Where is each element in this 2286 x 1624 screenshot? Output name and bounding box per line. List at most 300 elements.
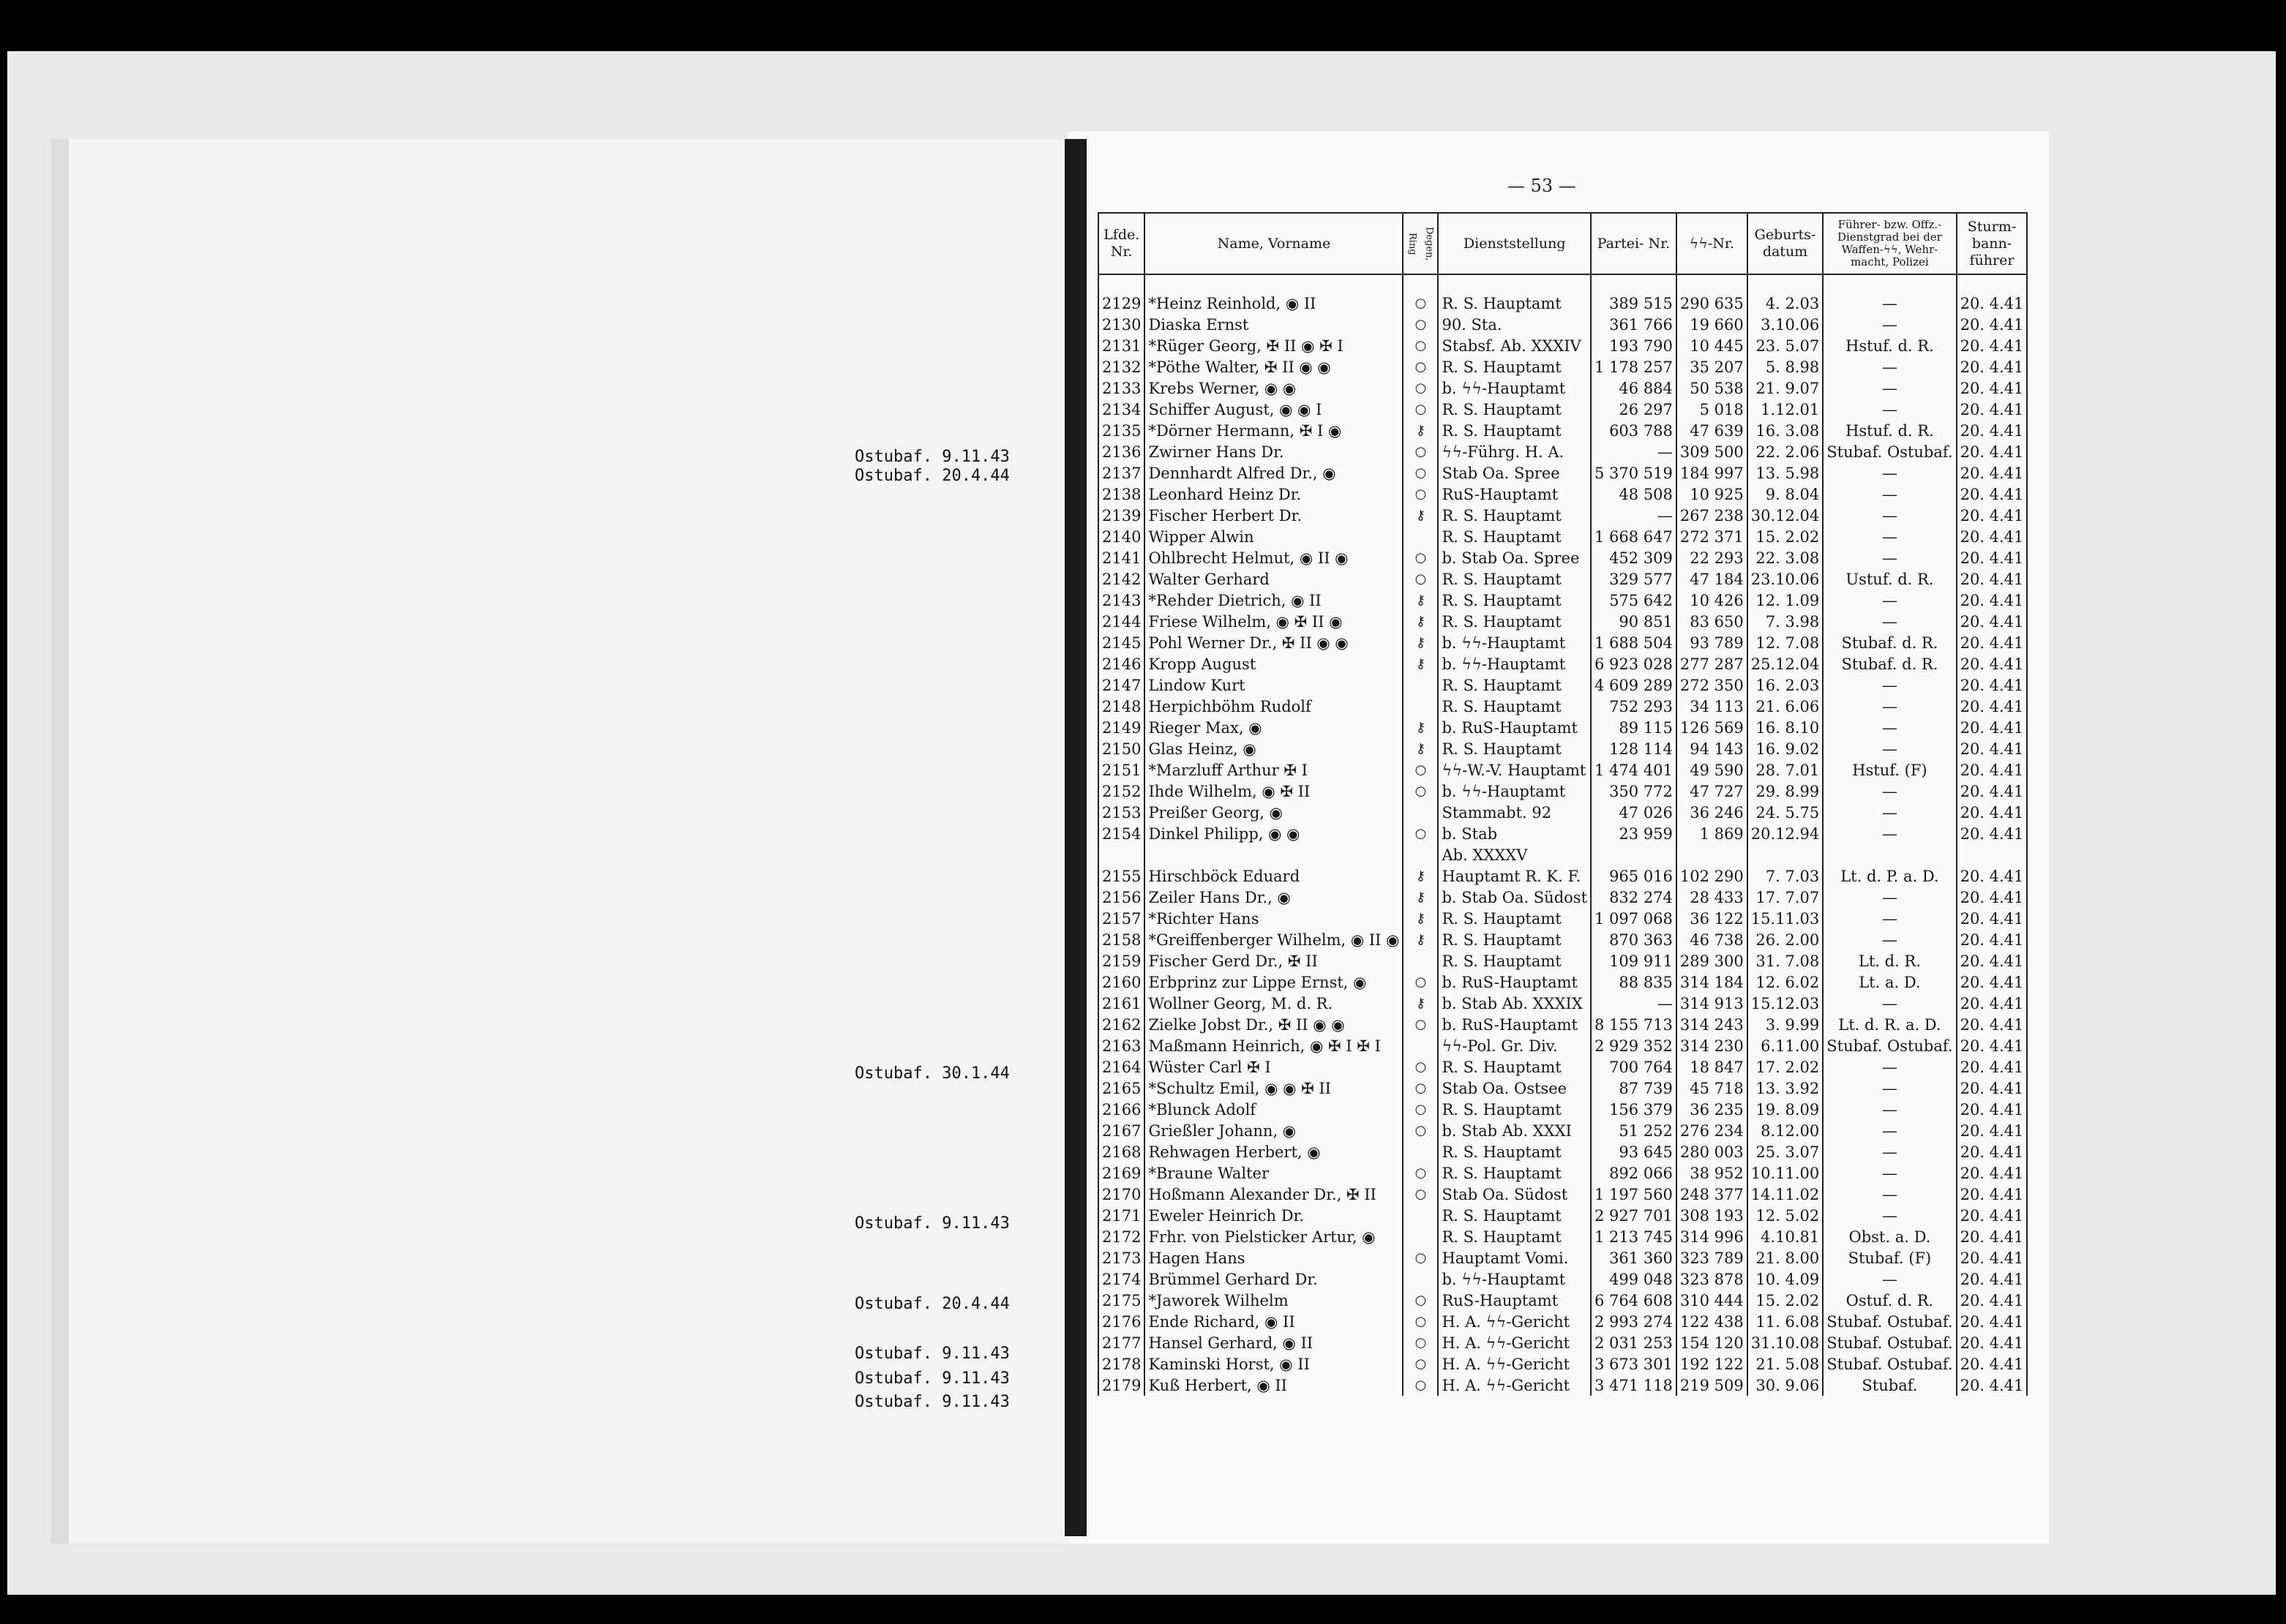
cell-sturmbannfuehrer: 20. 4.41 [1957, 1056, 2028, 1078]
register-table [1098, 212, 2028, 1396]
cell-lfd-nr: 2163 [1098, 1035, 1144, 1056]
cell-fuehrer [1823, 844, 1956, 865]
cell-ring [1403, 1205, 1438, 1226]
cell-ring: ⚷ [1403, 420, 1438, 441]
cell-lfd-nr: 2147 [1098, 674, 1144, 696]
cell-dienststellung: H. A. ϟϟ-Gericht [1438, 1332, 1591, 1353]
cell-name: Erbprinz zur Lippe Ernst, ◉ [1144, 971, 1403, 993]
cell-geburtsdatum: 29. 8.99 [1747, 781, 1824, 802]
table-row [1098, 696, 2027, 717]
cell-geburtsdatum: 25. 3.07 [1747, 1141, 1824, 1162]
cell-geburtsdatum: 16. 8.10 [1747, 717, 1824, 738]
cell-fuehrer: Obst. a. D. [1823, 1226, 1956, 1247]
table-row [1098, 929, 2027, 950]
cell-fuehrer: — [1823, 462, 1956, 484]
cell-name: Pohl Werner Dr., ✠ II ◉ ◉ [1144, 632, 1403, 653]
cell-geburtsdatum: 14.11.02 [1747, 1184, 1824, 1205]
cell-ss-nr: 289 300 [1676, 950, 1747, 971]
cell-sturmbannfuehrer: 20. 4.41 [1957, 1120, 2028, 1141]
cell-sturmbannfuehrer: 20. 4.41 [1957, 611, 2028, 632]
cell-sturmbannfuehrer: 20. 4.41 [1957, 441, 2028, 462]
cell-sturmbannfuehrer: 20. 4.41 [1957, 526, 2028, 547]
cell-sturmbannfuehrer: 20. 4.41 [1957, 823, 2028, 844]
cell-name: Glas Heinz, ◉ [1144, 738, 1403, 759]
table-row [1098, 887, 2027, 908]
table-row [1098, 1268, 2027, 1290]
cell-ring [1403, 1268, 1438, 1290]
cell-fuehrer: — [1823, 356, 1956, 377]
cell-sturmbannfuehrer: 20. 4.41 [1957, 399, 2028, 420]
cell-sturmbannfuehrer: 20. 4.41 [1957, 1353, 2028, 1375]
cell-dienststellung: b. ϟϟ-Hauptamt [1438, 377, 1591, 399]
cell-lfd-nr: 2167 [1098, 1120, 1144, 1141]
cell-name: Herpichböhm Rudolf [1144, 696, 1403, 717]
cell-sturmbannfuehrer: 20. 4.41 [1957, 1311, 2028, 1332]
cell-lfd-nr: 2141 [1098, 547, 1144, 568]
cell-name: *Braune Walter [1144, 1162, 1403, 1184]
cell-geburtsdatum: 15.11.03 [1747, 908, 1824, 929]
cell-geburtsdatum: 15. 2.02 [1747, 1290, 1824, 1311]
cell-lfd-nr: 2134 [1098, 399, 1144, 420]
cell-geburtsdatum: 9. 8.04 [1747, 484, 1824, 505]
table-row [1098, 1311, 2027, 1332]
cell-name: Schiffer August, ◉ ◉ I [1144, 399, 1403, 420]
cell-dienststellung: RuS-Hauptamt [1438, 1290, 1591, 1311]
cell-ring: ○ [1403, 1332, 1438, 1353]
cell-partei-nr: 109 911 [1591, 950, 1676, 971]
cell-geburtsdatum: 7. 3.98 [1747, 611, 1824, 632]
cell-partei-nr: 350 772 [1591, 781, 1676, 802]
cell-name: Lindow Kurt [1144, 674, 1403, 696]
cell-name: Hansel Gerhard, ◉ II [1144, 1332, 1403, 1353]
cell-fuehrer: — [1823, 611, 1956, 632]
cell-dienststellung: b. ϟϟ-Hauptamt [1438, 781, 1591, 802]
cell-dienststellung: R. S. Hauptamt [1438, 420, 1591, 441]
cell-name: *Rehder Dietrich, ◉ II [1144, 590, 1403, 611]
cell-partei-nr: 752 293 [1591, 696, 1676, 717]
margin-note: Ostubaf. 9.11.43 [855, 1214, 1010, 1233]
cell-ss-nr: 314 913 [1676, 993, 1747, 1014]
cell-fuehrer: Stubaf. Ostubaf. [1823, 1353, 1956, 1375]
cell-ss-nr: 122 438 [1676, 1311, 1747, 1332]
margin-note: Ostubaf. 9.11.43 [855, 1393, 1010, 1411]
cell-fuehrer: — [1823, 590, 1956, 611]
table-row [1098, 399, 2027, 420]
cell-name: Fischer Herbert Dr. [1144, 505, 1403, 526]
cell-ss-nr: 290 635 [1676, 293, 1747, 314]
cell-geburtsdatum: 3.10.06 [1747, 314, 1824, 335]
cell-name: Friese Wilhelm, ◉ ✠ II ◉ [1144, 611, 1403, 632]
cell-geburtsdatum: 21. 6.06 [1747, 696, 1824, 717]
cell-ring: ○ [1403, 1184, 1438, 1205]
cell-name: Brümmel Gerhard Dr. [1144, 1268, 1403, 1290]
cell-sturmbannfuehrer: 20. 4.41 [1957, 1162, 2028, 1184]
cell-dienststellung: b. RuS-Hauptamt [1438, 971, 1591, 993]
cell-partei-nr: 870 363 [1591, 929, 1676, 950]
cell-geburtsdatum: 17. 7.07 [1747, 887, 1824, 908]
cell-fuehrer: — [1823, 738, 1956, 759]
table-row [1098, 1099, 2027, 1120]
cell-name: Wipper Alwin [1144, 526, 1403, 547]
cell-partei-nr: 1 668 647 [1591, 526, 1676, 547]
margin-note: Ostubaf. 9.11.43 [855, 1345, 1010, 1363]
cell-ring: ○ [1403, 335, 1438, 356]
cell-dienststellung: Hauptamt R. K. F. [1438, 865, 1591, 887]
cell-geburtsdatum: 6.11.00 [1747, 1035, 1824, 1056]
cell-lfd-nr: 2150 [1098, 738, 1144, 759]
table-row [1098, 611, 2027, 632]
cell-ring: ○ [1403, 759, 1438, 781]
table-row [1098, 590, 2027, 611]
cell-sturmbannfuehrer: 20. 4.41 [1957, 1226, 2028, 1247]
cell-geburtsdatum: 12. 5.02 [1747, 1205, 1824, 1226]
cell-sturmbannfuehrer: 20. 4.41 [1957, 802, 2028, 823]
cell-partei-nr: 48 508 [1591, 484, 1676, 505]
cell-geburtsdatum: 22. 2.06 [1747, 441, 1824, 462]
cell-dienststellung: Stammabt. 92 [1438, 802, 1591, 823]
cell-geburtsdatum: 12. 7.08 [1747, 632, 1824, 653]
cell-dienststellung: b. Stab Oa. Spree [1438, 547, 1591, 568]
cell-dienststellung: R. S. Hauptamt [1438, 929, 1591, 950]
cell-name: Dennhardt Alfred Dr., ◉ [1144, 462, 1403, 484]
cell-partei-nr: 90 851 [1591, 611, 1676, 632]
cell-geburtsdatum: 19. 8.09 [1747, 1099, 1824, 1120]
cell-fuehrer: — [1823, 505, 1956, 526]
cell-partei-nr: 88 835 [1591, 971, 1676, 993]
cell-partei-nr: 499 048 [1591, 1268, 1676, 1290]
cell-sturmbannfuehrer: 20. 4.41 [1957, 314, 2028, 335]
cell-lfd-nr: 2143 [1098, 590, 1144, 611]
cell-ss-nr: 5 018 [1676, 399, 1747, 420]
cell-partei-nr: 1 178 257 [1591, 356, 1676, 377]
cell-geburtsdatum [1747, 844, 1824, 865]
cell-ring: ○ [1403, 971, 1438, 993]
cell-dienststellung: b. RuS-Hauptamt [1438, 717, 1591, 738]
cell-geburtsdatum: 13. 5.98 [1747, 462, 1824, 484]
cell-sturmbannfuehrer: 20. 4.41 [1957, 738, 2028, 759]
cell-geburtsdatum: 23. 5.07 [1747, 335, 1824, 356]
header-partei-nr: Partei- Nr. [1591, 213, 1676, 274]
cell-ring: ○ [1403, 1120, 1438, 1141]
cell-geburtsdatum: 21. 9.07 [1747, 377, 1824, 399]
cell-partei-nr: — [1591, 441, 1676, 462]
cell-geburtsdatum: 16. 2.03 [1747, 674, 1824, 696]
table-row [1098, 377, 2027, 399]
cell-ss-nr: 36 246 [1676, 802, 1747, 823]
cell-dienststellung: R. S. Hauptamt [1438, 1205, 1591, 1226]
cell-dienststellung: R. S. Hauptamt [1438, 293, 1591, 314]
cell-ring [1403, 802, 1438, 823]
cell-name: Rieger Max, ◉ [1144, 717, 1403, 738]
cell-partei-nr: 4 609 289 [1591, 674, 1676, 696]
cell-name: Diaska Ernst [1144, 314, 1403, 335]
cell-ring: ⚷ [1403, 632, 1438, 653]
cell-partei-nr: 832 274 [1591, 887, 1676, 908]
cell-geburtsdatum: 8.12.00 [1747, 1120, 1824, 1141]
cell-dienststellung: Stabsf. Ab. XXXIV [1438, 335, 1591, 356]
cell-name: *Blunck Adolf [1144, 1099, 1403, 1120]
cell-name: Walter Gerhard [1144, 568, 1403, 590]
header-dienststellung: Dienststellung [1438, 213, 1591, 274]
cell-name: Eweler Heinrich Dr. [1144, 1205, 1403, 1226]
cell-fuehrer: — [1823, 547, 1956, 568]
cell-ring: ○ [1403, 547, 1438, 568]
cell-fuehrer: Stubaf. Ostubaf. [1823, 1332, 1956, 1353]
cell-fuehrer: — [1823, 781, 1956, 802]
cell-name: Preißer Georg, ◉ [1144, 802, 1403, 823]
table-header-row [1098, 213, 2027, 274]
cell-sturmbannfuehrer: 20. 4.41 [1957, 505, 2028, 526]
cell-partei-nr: 156 379 [1591, 1099, 1676, 1120]
cell-name: Krebs Werner, ◉ ◉ [1144, 377, 1403, 399]
cell-partei-nr: 26 297 [1591, 399, 1676, 420]
cell-ring: ⚷ [1403, 908, 1438, 929]
cell-dienststellung: H. A. ϟϟ-Gericht [1438, 1375, 1591, 1396]
table-row [1098, 462, 2027, 484]
cell-partei-nr: 1 688 504 [1591, 632, 1676, 653]
cell-fuehrer: Lt. d. R. a. D. [1823, 1014, 1956, 1035]
cell-fuehrer: Ostuf. d. R. [1823, 1290, 1956, 1311]
cell-fuehrer: — [1823, 674, 1956, 696]
table-row [1098, 1332, 2027, 1353]
cell-lfd-nr: 2165 [1098, 1078, 1144, 1099]
cell-ss-nr: 1 869 [1676, 823, 1747, 844]
cell-dienststellung: b. Stab Ab. XXXI [1438, 1120, 1591, 1141]
cell-geburtsdatum: 16. 3.08 [1747, 420, 1824, 441]
cell-fuehrer: Stubaf. [1823, 1375, 1956, 1396]
table-row [1098, 1014, 2027, 1035]
cell-lfd-nr: 2129 [1098, 293, 1144, 314]
cell-partei-nr: 892 066 [1591, 1162, 1676, 1184]
table-row [1098, 823, 2027, 844]
cell-name: Hirschböck Eduard [1144, 865, 1403, 887]
cell-partei-nr: 361 360 [1591, 1247, 1676, 1268]
cell-fuehrer: Lt. d. R. [1823, 950, 1956, 971]
cell-sturmbannfuehrer: 20. 4.41 [1957, 1035, 2028, 1056]
cell-name: Grießler Johann, ◉ [1144, 1120, 1403, 1141]
cell-fuehrer: Hstuf. d. R. [1823, 420, 1956, 441]
cell-dienststellung: Ab. XXXXV [1438, 844, 1591, 865]
cell-dienststellung: Stab Oa. Ostsee [1438, 1078, 1591, 1099]
cell-geburtsdatum: 1.12.01 [1747, 399, 1824, 420]
cell-partei-nr: 389 515 [1591, 293, 1676, 314]
cell-fuehrer: — [1823, 293, 1956, 314]
cell-ss-nr: 36 122 [1676, 908, 1747, 929]
cell-geburtsdatum: 30.12.04 [1747, 505, 1824, 526]
cell-geburtsdatum: 20.12.94 [1747, 823, 1824, 844]
cell-fuehrer: — [1823, 1056, 1956, 1078]
cell-sturmbannfuehrer: 20. 4.41 [1957, 1014, 2028, 1035]
cell-lfd-nr: 2148 [1098, 696, 1144, 717]
cell-partei-nr: 5 370 519 [1591, 462, 1676, 484]
cell-name: *Greiffenberger Wilhelm, ◉ II ◉ [1144, 929, 1403, 950]
cell-fuehrer: — [1823, 1099, 1956, 1120]
cell-fuehrer: — [1823, 1162, 1956, 1184]
cell-sturmbannfuehrer [1957, 844, 2028, 865]
cell-ring [1403, 1226, 1438, 1247]
cell-ring: ○ [1403, 356, 1438, 377]
cell-partei-nr: 87 739 [1591, 1078, 1676, 1099]
cell-fuehrer: — [1823, 993, 1956, 1014]
cell-sturmbannfuehrer: 20. 4.41 [1957, 632, 2028, 653]
cell-sturmbannfuehrer: 20. 4.41 [1957, 1332, 2028, 1353]
cell-ss-nr: 154 120 [1676, 1332, 1747, 1353]
cell-partei-nr: 6 923 028 [1591, 653, 1676, 674]
cell-lfd-nr: 2139 [1098, 505, 1144, 526]
cell-dienststellung: RuS-Hauptamt [1438, 484, 1591, 505]
table-row [1098, 293, 2027, 314]
cell-dienststellung: b. Stab [1438, 823, 1591, 844]
cell-ring: ○ [1403, 1290, 1438, 1311]
cell-geburtsdatum: 22. 3.08 [1747, 547, 1824, 568]
cell-ss-nr: 310 444 [1676, 1290, 1747, 1311]
cell-lfd-nr: 2169 [1098, 1162, 1144, 1184]
cell-partei-nr: — [1591, 993, 1676, 1014]
cell-name: Hagen Hans [1144, 1247, 1403, 1268]
cell-geburtsdatum: 31.10.08 [1747, 1332, 1824, 1353]
cell-sturmbannfuehrer: 20. 4.41 [1957, 462, 2028, 484]
table-row [1098, 505, 2027, 526]
cell-partei-nr: — [1591, 505, 1676, 526]
cell-dienststellung: R. S. Hauptamt [1438, 399, 1591, 420]
cell-geburtsdatum: 7. 7.03 [1747, 865, 1824, 887]
table-row [1098, 1120, 2027, 1141]
cell-fuehrer: — [1823, 1184, 1956, 1205]
cell-ss-nr: 309 500 [1676, 441, 1747, 462]
table-row [1098, 950, 2027, 971]
table-row [1098, 802, 2027, 823]
cell-ss-nr: 36 235 [1676, 1099, 1747, 1120]
cell-lfd-nr: 2136 [1098, 441, 1144, 462]
cell-lfd-nr: 2173 [1098, 1247, 1144, 1268]
cell-fuehrer: — [1823, 929, 1956, 950]
cell-lfd-nr [1098, 844, 1144, 865]
cell-fuehrer: — [1823, 526, 1956, 547]
cell-lfd-nr: 2151 [1098, 759, 1144, 781]
table-row [1098, 1184, 2027, 1205]
cell-lfd-nr: 2155 [1098, 865, 1144, 887]
cell-partei-nr: 965 016 [1591, 865, 1676, 887]
cell-ring: ○ [1403, 441, 1438, 462]
cell-fuehrer: — [1823, 314, 1956, 335]
table-row [1098, 781, 2027, 802]
cell-ring: ○ [1403, 314, 1438, 335]
cell-name: Kaminski Horst, ◉ II [1144, 1353, 1403, 1375]
cell-ss-nr: 34 113 [1676, 696, 1747, 717]
cell-name: Hoßmann Alexander Dr., ✠ II [1144, 1184, 1403, 1205]
page-number: — 53 — [1507, 176, 1576, 196]
cell-dienststellung: H. A. ϟϟ-Gericht [1438, 1353, 1591, 1375]
cell-ring [1403, 844, 1438, 865]
cell-geburtsdatum: 4. 2.03 [1747, 293, 1824, 314]
cell-sturmbannfuehrer: 20. 4.41 [1957, 1375, 2028, 1396]
cell-dienststellung: ϟϟ-Pol. Gr. Div. [1438, 1035, 1591, 1056]
cell-partei-nr: 3 471 118 [1591, 1375, 1676, 1396]
cell-ring: ⚷ [1403, 590, 1438, 611]
cell-fuehrer: — [1823, 399, 1956, 420]
cell-geburtsdatum: 15. 2.02 [1747, 526, 1824, 547]
cell-fuehrer: — [1823, 377, 1956, 399]
header-ring: Degen, Ring [1403, 213, 1438, 274]
cell-ring: ⚷ [1403, 929, 1438, 950]
left-page-edge [51, 139, 69, 1544]
cell-lfd-nr: 2168 [1098, 1141, 1144, 1162]
cell-ring: ⚷ [1403, 865, 1438, 887]
cell-partei-nr: 329 577 [1591, 568, 1676, 590]
cell-ss-nr: 47 727 [1676, 781, 1747, 802]
cell-fuehrer: — [1823, 484, 1956, 505]
cell-ring: ○ [1403, 1375, 1438, 1396]
cell-geburtsdatum: 12. 1.09 [1747, 590, 1824, 611]
table-spacer-row [1098, 274, 2027, 293]
cell-name: Ihde Wilhelm, ◉ ✠ II [1144, 781, 1403, 802]
table-body [1098, 274, 2027, 1396]
cell-lfd-nr: 2138 [1098, 484, 1144, 505]
cell-ss-nr: 276 234 [1676, 1120, 1747, 1141]
cell-name: *Dörner Hermann, ✠ I ◉ [1144, 420, 1403, 441]
cell-lfd-nr: 2176 [1098, 1311, 1144, 1332]
cell-name: Ohlbrecht Helmut, ◉ II ◉ [1144, 547, 1403, 568]
cell-fuehrer: — [1823, 1120, 1956, 1141]
table-row [1098, 1078, 2027, 1099]
cell-ring [1403, 674, 1438, 696]
cell-lfd-nr: 2153 [1098, 802, 1144, 823]
cell-sturmbannfuehrer: 20. 4.41 [1957, 1290, 2028, 1311]
cell-name: Kuß Herbert, ◉ II [1144, 1375, 1403, 1396]
cell-fuehrer: — [1823, 823, 1956, 844]
cell-partei-nr: 575 642 [1591, 590, 1676, 611]
cell-name: *Schultz Emil, ◉ ◉ ✠ II [1144, 1078, 1403, 1099]
table-row [1098, 314, 2027, 335]
cell-dienststellung: R. S. Hauptamt [1438, 611, 1591, 632]
cell-lfd-nr: 2149 [1098, 717, 1144, 738]
cell-sturmbannfuehrer: 20. 4.41 [1957, 929, 2028, 950]
cell-sturmbannfuehrer: 20. 4.41 [1957, 865, 2028, 887]
cell-fuehrer: Lt. d. P. a. D. [1823, 865, 1956, 887]
cell-ss-nr: 323 789 [1676, 1247, 1747, 1268]
cell-partei-nr: 1 097 068 [1591, 908, 1676, 929]
cell-fuehrer: Ustuf. d. R. [1823, 568, 1956, 590]
cell-fuehrer: — [1823, 802, 1956, 823]
cell-ring: ○ [1403, 1056, 1438, 1078]
cell-dienststellung: b. Stab Ab. XXXIX [1438, 993, 1591, 1014]
cell-dienststellung: b. ϟϟ-Hauptamt [1438, 653, 1591, 674]
cell-partei-nr: 23 959 [1591, 823, 1676, 844]
cell-name: Fischer Gerd Dr., ✠ II [1144, 950, 1403, 971]
cell-ss-nr: 93 789 [1676, 632, 1747, 653]
cell-lfd-nr: 2145 [1098, 632, 1144, 653]
cell-lfd-nr: 2160 [1098, 971, 1144, 993]
table-row [1098, 335, 2027, 356]
cell-fuehrer: — [1823, 1268, 1956, 1290]
cell-ss-nr: 184 997 [1676, 462, 1747, 484]
table-row [1098, 420, 2027, 441]
cell-ring: ⚷ [1403, 611, 1438, 632]
header-geburtsdatum: Geburts- datum [1747, 213, 1824, 274]
cell-dienststellung: 90. Sta. [1438, 314, 1591, 335]
cell-dienststellung: H. A. ϟϟ-Gericht [1438, 1311, 1591, 1332]
cell-partei-nr: 6 764 608 [1591, 1290, 1676, 1311]
cell-ring [1403, 1035, 1438, 1056]
cell-name: Leonhard Heinz Dr. [1144, 484, 1403, 505]
cell-partei-nr: 93 645 [1591, 1141, 1676, 1162]
cell-dienststellung: b. RuS-Hauptamt [1438, 1014, 1591, 1035]
cell-ss-nr: 192 122 [1676, 1353, 1747, 1375]
cell-name: *Heinz Reinhold, ◉ II [1144, 293, 1403, 314]
cell-dienststellung: R. S. Hauptamt [1438, 1099, 1591, 1120]
cell-ring: ○ [1403, 568, 1438, 590]
cell-sturmbannfuehrer: 20. 4.41 [1957, 590, 2028, 611]
